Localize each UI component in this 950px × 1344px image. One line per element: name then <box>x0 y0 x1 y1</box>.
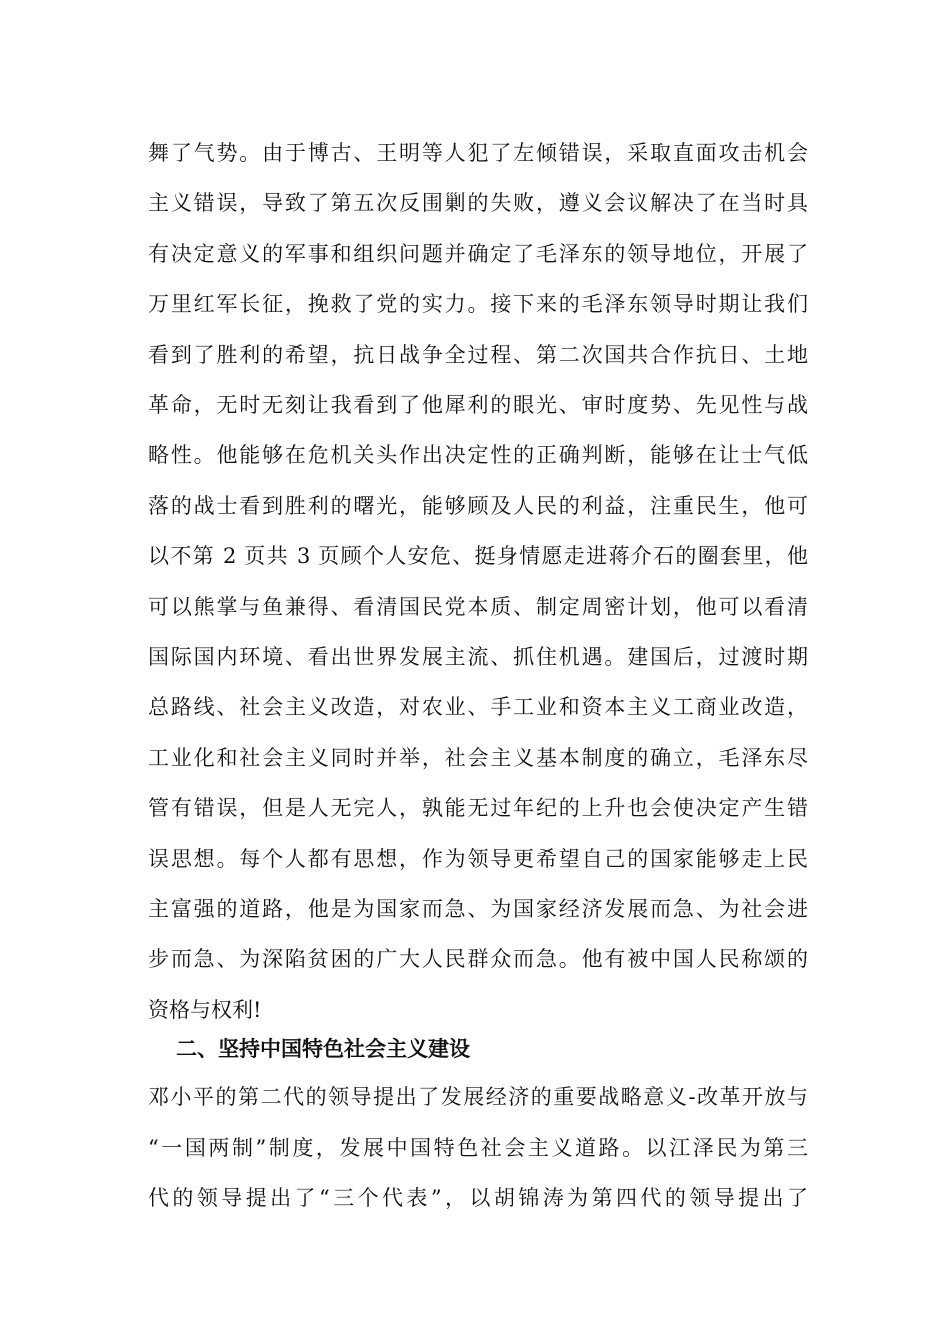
section-heading: 二、坚持中国特色社会主义建设 <box>176 1037 470 1061</box>
paragraph-line: 代的领导提出了“三个代表”，以胡锦涛为第四代的领导提出了 <box>148 1186 808 1210</box>
paragraph-line: 落的战士看到胜利的曙光，能够顾及人民的利益，注重民生，他可 <box>148 494 808 518</box>
paragraph-line: 万里红军长征，挽救了党的实力。接下来的毛泽东领导时期让我们 <box>148 292 808 316</box>
paragraph-line: 以不第 2 页共 3 页顾个人安危、挺身情愿走进蒋介石的圈套里，他 <box>148 544 808 568</box>
paragraph-line: 革命，无时无刻让我看到了他犀利的眼光、审时度势、先见性与战 <box>148 393 808 417</box>
paragraph-line: 略性。他能够在危机关头作出决定性的正确判断，能够在让士气低 <box>148 443 808 467</box>
paragraph-line: 邓小平的第二代的领导提出了发展经济的重要战略意义-改革开放与 <box>148 1085 808 1109</box>
paragraph-line: 资格与权利! <box>148 998 262 1022</box>
paragraph-line: 误思想。每个人都有思想，作为领导更希望自己的国家能够走上民 <box>148 847 808 871</box>
paragraph-line: 主义错误，导致了第五次反围剿的失败，遵义会议解决了在当时具 <box>148 191 808 215</box>
paragraph-line: 看到了胜利的希望，抗日战争全过程、第二次国共合作抗日、土地 <box>148 343 808 367</box>
paragraph-line: 有决定意义的军事和组织问题并确定了毛泽东的领导地位，开展了 <box>148 242 808 266</box>
paragraph-line: 主富强的道路，他是为国家而急、为国家经济发展而急、为社会进 <box>148 897 808 921</box>
paragraph-line: 总路线、社会主义改造，对农业、手工业和资本主义工商业改造， <box>148 695 808 719</box>
paragraph-line: 舞了气势。由于博古、王明等人犯了左倾错误，采取直面攻击机会 <box>148 141 808 165</box>
paragraph-line: 工业化和社会主义同时并举，社会主义基本制度的确立，毛泽东尽 <box>148 746 808 770</box>
paragraph-line: 可以熊掌与鱼兼得、看清国民党本质、制定周密计划，他可以看清 <box>148 595 808 619</box>
paragraph-line: 管有错误，但是人无完人，孰能无过年纪的上升也会使决定产生错 <box>148 796 808 820</box>
paragraph-line: 步而急、为深陷贫困的广大人民群众而急。他有被中国人民称颂的 <box>148 947 808 971</box>
paragraph-line: “一国两制”制度，发展中国特色社会主义道路。以江泽民为第三 <box>148 1136 808 1160</box>
paragraph-line: 国际国内环境、看出世界发展主流、抓住机遇。建国后，过渡时期 <box>148 645 808 669</box>
